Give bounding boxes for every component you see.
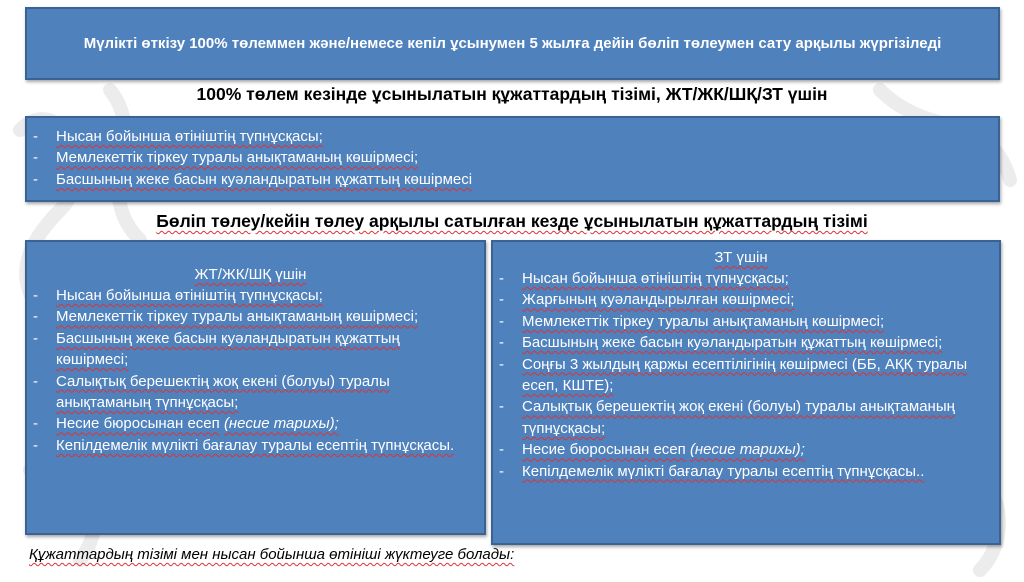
list-item: - Нысан бойынша өтініштің түпнұсқасы; (27, 285, 474, 306)
full-payment-heading: 100% төлем кезінде ұсынылатын құжаттардың тізімі, ЖТ/ЖК/ШҚ/ЗТ үшін (196, 84, 828, 104)
list-item: - Салықтық берешектің жоқ екені (болуы) туралы анықтаманың түпнұсқасы; (493, 396, 989, 439)
legal-entities-docs-box (491, 240, 1001, 545)
full-payment-docs-box (25, 116, 1000, 202)
list-item: - Мемлекеттік тіркеу туралы анықтаманың көшірмесі; (27, 306, 474, 327)
list-item: - Мемлекеттік тіркеу туралы анықтаманың көшірмесі; (27, 147, 992, 168)
title-banner (25, 7, 1000, 80)
list-item: - Басшының жеке басын куәландыратын құжаттың көшірмесі; (493, 332, 989, 353)
individuals-title: ЖТ/ЖК/ШҚ үшін (194, 266, 307, 283)
legal-entities-title: ЗТ үшін (714, 249, 768, 266)
list-item: - Басшының жеке басын куәландыратын құжаттың көшірмесі (27, 169, 992, 190)
list-item: - Кепілдемелік мүлікті бағалау туралы есептің түпнұсқасы. (27, 435, 474, 456)
list-item: - Несие бюросынан есеп (несие тарихы); (493, 439, 989, 460)
list-item: - Жарғының куәландырылған көшірмесі; (493, 289, 989, 310)
list-item: - Несие бюросынан есеп (несие тарихы); (27, 413, 474, 434)
individuals-docs-box (25, 240, 486, 535)
list-item: - Нысан бойынша өтініштің түпнұсқасы; (27, 126, 992, 147)
list-item: - Мемлекеттік тіркеу туралы анықтаманың көшірмесі; (493, 311, 989, 332)
banner-text: Мүлікті өткізу 100% төлеммен және/немесе кепіл ұсынумен 5 жылға дейін бөліп төлеумен сату арқылы жүргізіледі (83, 35, 942, 52)
list-item: - Басшының жеке басын куәландыратын құжаттың көшірмесі; (27, 328, 474, 371)
list-item: - Нысан бойынша өтініштің түпнұсқасы; (493, 268, 989, 289)
download-note: Құжаттардың тізімі мен нысан бойынша өтініші жүктеуге болады: (29, 546, 515, 563)
list-item: - Кепілдемелік мүлікті бағалау туралы есептің түпнұсқасы.. (493, 461, 989, 482)
installment-heading: Бөліп төлеу/кейін төлеу арқылы сатылған кезде ұсынылатын құжаттардың тізімі (156, 211, 868, 231)
list-item: - Салықтық берешектің жоқ екені (болуы) туралы анықтаманың түпнұсқасы; (27, 371, 474, 414)
list-item: - Соңғы 3 жылдың қаржы есептілігінің көшірмесі (ББ, АҚҚ туралы есеп, КШТЕ); (493, 354, 989, 397)
